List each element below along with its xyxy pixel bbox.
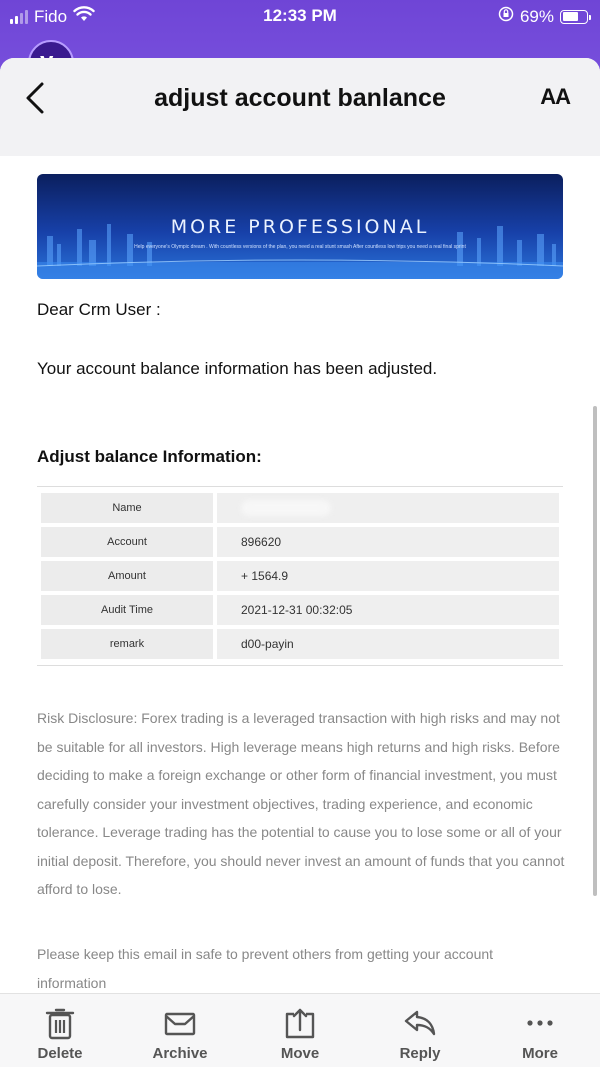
trash-icon xyxy=(43,1006,77,1040)
scrollbar[interactable] xyxy=(593,406,597,896)
table-label: Account xyxy=(41,527,213,557)
status-bar xyxy=(0,0,600,34)
delete-label: Delete xyxy=(37,1045,83,1062)
move-label: Move xyxy=(280,1045,320,1062)
table-label: Amount xyxy=(41,561,213,591)
table-value: d00-payin xyxy=(217,629,559,659)
carrier-name: Fido xyxy=(34,6,68,26)
archive-tray-icon xyxy=(163,1006,197,1040)
email-message: Your account balance information has been adjusted. xyxy=(37,359,438,378)
banner-subtitle: Help everyone's Olympic dream . With countless versions of the plan, you need a real stunt smash After countless low trips you need a real final sprint xyxy=(134,244,466,250)
table-row xyxy=(41,493,559,523)
archive-button[interactable] xyxy=(120,994,240,1067)
table-value: 2021-12-31 00:32:05 xyxy=(217,595,559,625)
table-row xyxy=(41,629,559,659)
reply-label: Reply xyxy=(399,1045,441,1062)
more-button[interactable] xyxy=(480,994,600,1067)
table-row xyxy=(41,595,559,625)
table-row xyxy=(41,561,559,591)
move-to-folder-icon xyxy=(283,1006,317,1040)
reply-button[interactable] xyxy=(360,994,480,1067)
status-time: 12:33 PM xyxy=(263,6,337,25)
balance-info-table xyxy=(37,486,563,666)
battery-icon xyxy=(560,10,588,24)
text-size-button[interactable] xyxy=(540,84,570,110)
email-header xyxy=(0,58,600,156)
email-greeting: Dear Crm User : xyxy=(37,300,161,319)
table-label: Name xyxy=(41,493,213,523)
email-subject: adjust account banlance xyxy=(154,84,446,112)
move-button[interactable] xyxy=(240,994,360,1067)
section-title: Adjust balance Information: xyxy=(37,447,262,466)
email-sheet xyxy=(0,58,600,1067)
text-size-icon: AA xyxy=(540,84,570,109)
email-body[interactable] xyxy=(0,156,600,992)
email-action-toolbar xyxy=(0,993,600,1067)
more-label: More xyxy=(522,1045,558,1062)
risk-disclosure: Risk Disclosure: Forex trading is a leveraged transaction with high risks and may not be suitable for all investors. High leverage means high returns and high risks. Before deciding to make a foreign exchange or other form of financial investment, you must carefully consider your investment objectives, trading experience, and economic tolerance. Leverage trading has the potential to cause you to lose some or all of your initial deposit. Therefore, you should never invest an amount of funds that you cannot afford to lose. xyxy=(37,710,565,897)
redacted-name xyxy=(241,500,331,516)
more-dots-icon xyxy=(523,1006,557,1040)
table-value: + 1564.9 xyxy=(217,561,559,591)
table-value-redacted xyxy=(217,493,559,523)
email-banner-image xyxy=(37,174,563,279)
delete-button[interactable] xyxy=(0,994,120,1067)
table-value: 896620 xyxy=(217,527,559,557)
archive-label: Archive xyxy=(152,1045,208,1062)
table-row xyxy=(41,527,559,557)
table-label: Audit Time xyxy=(41,595,213,625)
orientation-lock-icon xyxy=(498,6,514,27)
keep-safe-note: Please keep this email in safe to prevent others from getting your account information xyxy=(37,946,494,991)
battery-percent: 69% xyxy=(519,6,554,26)
status-right xyxy=(498,6,588,27)
banner-title: MORE PROFESSIONAL xyxy=(170,216,430,238)
table-label: remark xyxy=(41,629,213,659)
reply-arrow-icon xyxy=(403,1006,437,1040)
